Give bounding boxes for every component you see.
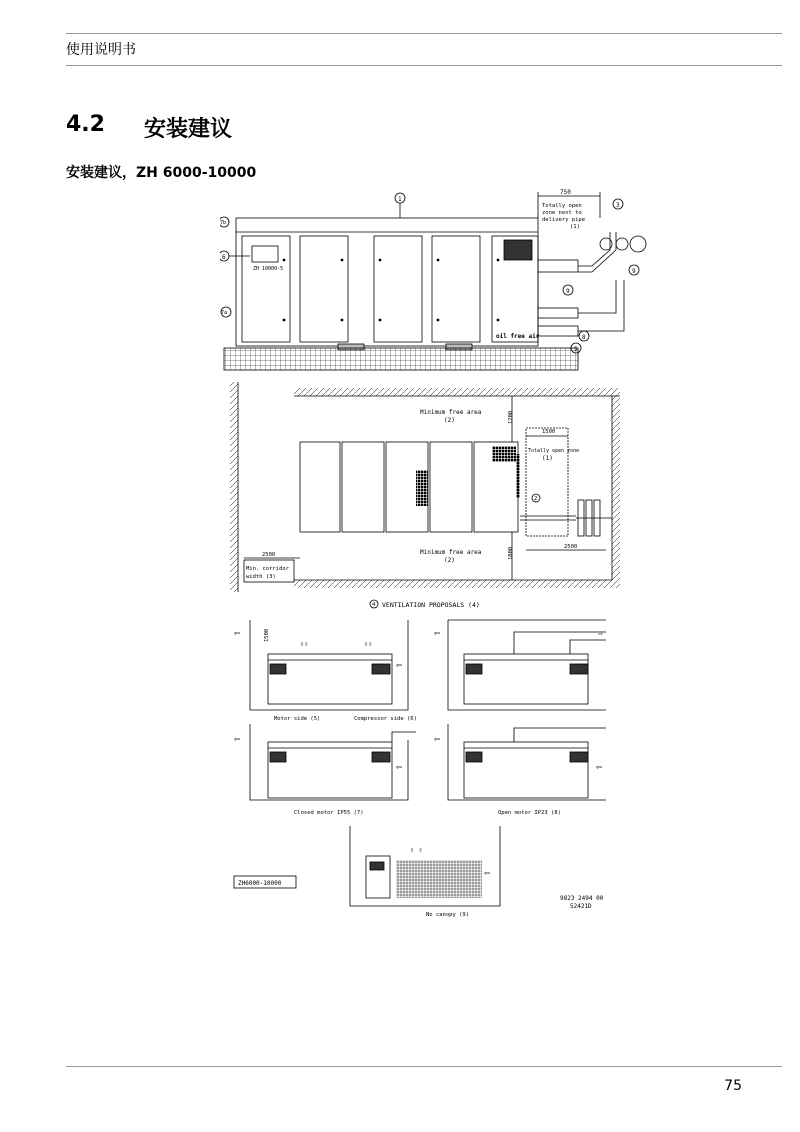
plan-min-free-bottom: Minimum free area: [420, 549, 482, 556]
header-rule-top: [66, 33, 782, 34]
note-open-zone-3: delivery pipe: [542, 217, 586, 223]
callout-9b: 9: [566, 288, 570, 295]
vent-closed-motor: Closed motor IP55 (7): [294, 810, 364, 816]
side-view: [220, 189, 646, 370]
svg-text:⇦: ⇦: [434, 734, 441, 745]
callout-9a: 9: [632, 268, 636, 275]
section-number: 4.2: [66, 112, 105, 137]
vent-dim-1500: 1500: [264, 628, 270, 642]
section-title: 安装建议: [144, 117, 233, 142]
plan-open-zone-ref: (1): [542, 455, 553, 462]
plan-corridor-2: width (3): [246, 574, 276, 580]
header-title: 使用说明书: [66, 42, 136, 58]
plan-min-free-top: Minimum free area: [420, 409, 482, 416]
svg-text:⇦: ⇦: [396, 762, 403, 773]
svg-text:⇦: ⇦: [234, 628, 241, 639]
installation-drawing: [220, 180, 650, 930]
header-rule-bottom: [66, 65, 782, 66]
vent-compressor-side: Compressor side (6): [354, 716, 417, 722]
page-number: 75: [724, 1078, 742, 1094]
svg-text:⇦: ⇦: [484, 868, 491, 879]
footer-rule: [66, 1066, 782, 1067]
unit-label: ZH 10000-5: [253, 266, 284, 272]
plan-dim-2500-right: 2500: [564, 544, 578, 550]
plan-dim-1200: 1200: [508, 410, 514, 424]
callout-7a: 7a: [221, 310, 228, 316]
plan-dim-2500-left: 2500: [262, 552, 276, 558]
note-open-zone-ref: (1): [570, 224, 580, 230]
svg-text:⇧⇩: ⇧⇩: [364, 640, 373, 648]
svg-text:⇧⇩: ⇧⇩: [300, 640, 309, 648]
svg-text:⇦: ⇦: [396, 660, 403, 671]
svg-text:⇦: ⇦: [234, 734, 241, 745]
callout-7b: 7b: [220, 220, 227, 226]
plan-callout-2: 2: [534, 496, 538, 502]
dim-750: 750: [560, 189, 571, 196]
vent-title-callout: 4: [372, 602, 376, 608]
subtitle: 安装建议，ZH 6000-10000: [66, 165, 257, 181]
callout-3: 3: [616, 202, 620, 209]
plan-dim-1500: 1500: [542, 429, 556, 435]
vent-model-box: ZH6000-10000: [238, 880, 282, 887]
note-open-zone-1: Totally open: [542, 203, 582, 209]
vent-no-canopy: No canopy (9): [426, 912, 470, 918]
vent-title: VENTILATION PROPOSALS (4): [382, 601, 480, 609]
svg-text:⇨: ⇨: [598, 629, 603, 638]
vent-ref-2: 52421D: [570, 903, 592, 910]
note-open-zone-2: zone next to: [542, 210, 582, 216]
callout-6: 6: [222, 254, 226, 261]
svg-text:⇦: ⇦: [434, 628, 441, 639]
plan-corridor-1: Min. corridor: [246, 566, 290, 572]
ventilation-proposals: [234, 600, 606, 918]
svg-text:⇦: ⇦: [596, 762, 603, 773]
callout-8: 8: [582, 334, 586, 341]
plan-dim-1000: 1000: [508, 546, 514, 560]
callout-1: 1: [398, 196, 402, 203]
brand-text: oil free air: [496, 333, 540, 340]
vent-open-motor: Open motor IP23 (8): [498, 810, 561, 816]
svg-text:⇧ ⇧: ⇧ ⇧: [410, 846, 423, 854]
plan-open-zone: Totally open zone: [528, 448, 580, 454]
plan-view: [230, 382, 620, 592]
vent-motor-side: Motor side (5): [274, 716, 321, 722]
callout-5: 5: [574, 346, 578, 353]
plan-min-free-bottom-ref: (2): [444, 557, 455, 564]
plan-min-free-top-ref: (2): [444, 417, 455, 424]
vent-ref-1: 9823 2494 00: [560, 895, 604, 902]
